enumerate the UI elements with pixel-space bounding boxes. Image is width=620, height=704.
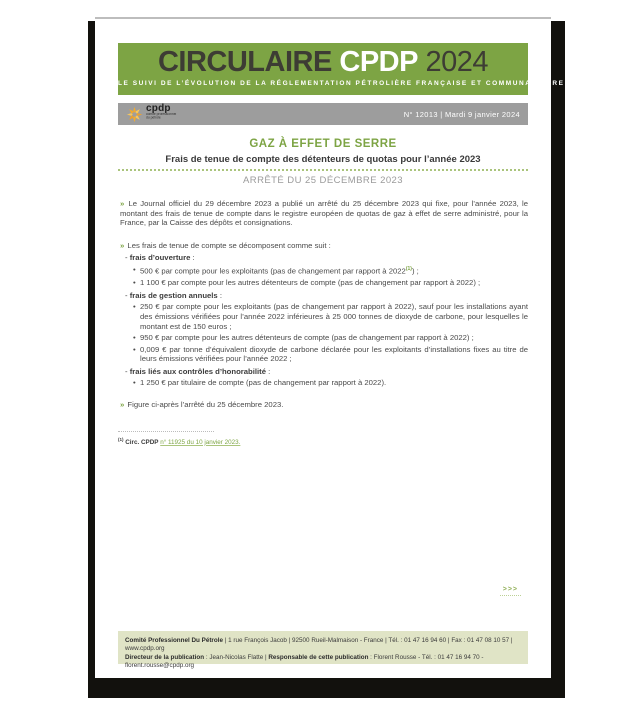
- section-label: frais de gestion annuels: [129, 290, 218, 300]
- bullet-icon: •: [133, 378, 136, 388]
- article-subtitle: ARRÊTÉ DU 25 DÉCEMBRE 2023: [242, 175, 404, 186]
- section-heading-ouverture: [125, 253, 528, 263]
- footnote-link[interactable]: n° 11925 du 10 janvier 2023.: [160, 438, 241, 446]
- footnote-ref-icon[interactable]: (1): [405, 265, 412, 272]
- list-item: [133, 345, 528, 364]
- document-page: [95, 17, 565, 678]
- intro-text: Le Journal officiel du 29 décembre 2023 a publié un arrêté du 25 décembre 2023 qui fixe, pour l’année 2023, le montant des frais de tenue de compte dans le registre européen de quotas de gaz à effet de serre administré, pour la France, par la Caisse des dépôts et consignations.: [120, 199, 529, 228]
- footer-line-publication: Directeur de la publication : Jean-Nicolas Flatte | Responsable de cette publication : Florent Rousse - Tél. : 01 47 16 94 70 - florent.rousse@cpdp.org: [125, 653, 484, 670]
- chevron-icon: »: [120, 240, 125, 250]
- title-year: 2024: [425, 46, 489, 78]
- closing-text: Figure ci-après l’arrêté du 25 décembre 2023.: [127, 400, 284, 410]
- footer-line-contact: Comité Professionnel Du Pétrole | 1 rue François Jacob | 92500 Rueil-Malmaison - France | Tél. : 01 47 16 94 60 | Fax : 01 47 08 10 57 | www.cpdp.org: [125, 637, 513, 653]
- chevron-icon: »: [120, 400, 125, 410]
- starburst-icon: [126, 106, 143, 123]
- article-category: GAZ À EFFET DE SERRE: [249, 138, 397, 150]
- bullet-icon: •: [133, 344, 136, 354]
- list-item: [133, 378, 528, 388]
- bullet-text: 1 100 € par compte pour les autres détenteurs de compte (pas de changement par rapport à 2022) ;: [140, 278, 481, 288]
- footnote-source: Circ. CPDP: [125, 438, 159, 446]
- article-body: [118, 199, 528, 447]
- issue-number-date: N° 12013 | Mardi 9 janvier 2024: [403, 109, 520, 119]
- logo-name: cpdp: [146, 102, 171, 114]
- chevron-icon: »: [120, 199, 125, 208]
- page-footer: [118, 631, 528, 670]
- section-heading-gestion: [125, 291, 528, 301]
- article-title: Frais de tenue de compte des détenteurs de quotas pour l’année 2023: [165, 154, 481, 165]
- bullet-text: 250 € par compte pour les exploitants (pas de changement par rapport à 2022), sauf pour les installations ayant des émissions vérifiées pour l’année 2022 inférieures à 25 000 tonnes de dioxyde de carbone, pour lesquelles le montant est de 150 euros ;: [140, 302, 528, 331]
- footnote-divider: [118, 431, 214, 432]
- breakdown-intro-paragraph: [120, 241, 528, 251]
- bullet-icon: •: [133, 278, 136, 288]
- bullet-text: 500 € par compte pour les exploitants (pas de changement par rapport à 2022$^{(1)}$) ;: [140, 265, 419, 276]
- masthead-banner: [118, 43, 565, 95]
- bullet-icon: •: [133, 302, 136, 312]
- title-word-circulaire: CIRCULAIRE: [157, 46, 332, 78]
- section-heading-honorabilite: [125, 367, 528, 377]
- closing-paragraph: [120, 400, 528, 410]
- section-suffix: :: [190, 253, 195, 263]
- list-item: [133, 265, 528, 276]
- bullet-icon: •: [133, 264, 136, 274]
- list-item: [133, 302, 528, 331]
- dash-icon: -: [125, 253, 128, 263]
- footnote: [118, 436, 528, 447]
- breakdown-intro-text: Les frais de tenue de compte se décomposent comme suit :: [127, 240, 331, 250]
- bullet-icon: •: [133, 333, 136, 343]
- logo-text: [146, 104, 206, 125]
- section-suffix: :: [265, 366, 271, 376]
- continuation-marker: >>>: [500, 586, 521, 596]
- section-label: frais d’ouverture: [129, 253, 191, 263]
- issue-bar: [118, 103, 528, 125]
- bullet-text: 1 250 € par titulaire de compte (pas de changement par rapport à 2022).: [140, 378, 387, 388]
- publication-title: [118, 46, 528, 78]
- publication-tagline: LE SUIVI DE L’ÉVOLUTION DE LA RÉGLEMENTATION PÉTROLIÈRE FRANÇAISE ET COMMUNAUTAIRE: [118, 80, 565, 87]
- dash-icon: -: [125, 366, 128, 376]
- intro-paragraph: [120, 199, 528, 228]
- cpdp-logo: [126, 104, 206, 125]
- dotted-divider: [118, 169, 528, 171]
- dash-icon: -: [125, 290, 128, 300]
- list-item: [133, 278, 528, 288]
- logo-tagline: comité professionnel du pétrole: [146, 112, 177, 120]
- title-word-cpdp: CPDP: [339, 46, 418, 78]
- list-item: [133, 333, 528, 343]
- footnote-marker: (1): [118, 436, 124, 442]
- bullet-text: 950 € par compte pour les autres détenteurs de compte (pas de changement par rapport à 2022) ;: [140, 333, 474, 343]
- bullet-text: 0,009 € par tonne d’équivalent dioxyde de carbone déclarée pour les exploitants d’installations fixes au titre de leurs émissions vérifiées pour l’année 2022 ;: [140, 344, 528, 364]
- section-suffix: :: [217, 290, 222, 300]
- section-label: frais liés aux contrôles d’honorabilité: [129, 366, 266, 376]
